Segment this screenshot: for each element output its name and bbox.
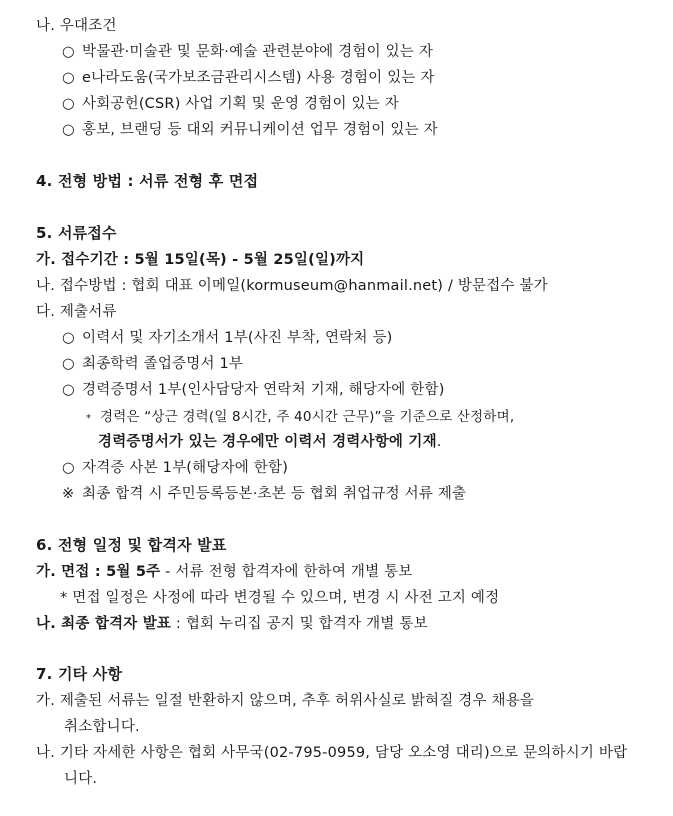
asterisk-icon: * (86, 413, 92, 424)
career-note: * 경력은 “상근 경력(일 8시간, 주 40시간 근무)”을 기준으로 산정하며, (86, 409, 515, 425)
required-documents-title: 다. 제출서류 (36, 304, 117, 320)
section-5-heading: 5. 서류접수 (36, 224, 117, 242)
preferred-item: ○ 박물관·미술관 및 문화·예술 관련분야에 경험이 있는 자 (62, 44, 434, 60)
application-method: 나. 접수방법 : 협회 대표 이메일(kormuseum@hanmail.net) / 방문접수 불가 (36, 278, 548, 294)
preferred-item: ○ 사회공헌(CSR) 사업 기획 및 운영 경험이 있는 자 (62, 96, 399, 112)
final-announcement: 나. 최종 합격자 발표 : 협회 누리집 공지 및 합격자 개별 통보 (36, 616, 428, 632)
other-note-ga: 가. 제출된 서류는 일절 반환하지 않으며, 추후 허위사실로 밝혀질 경우 채용을 (36, 693, 535, 709)
document-item: ○ 경력증명서 1부(인사담당자 연락처 기재, 해당자에 한함) (62, 382, 445, 398)
section-6-heading: 6. 전형 일정 및 합격자 발표 (36, 536, 227, 554)
circle-bullet-icon: ○ (62, 70, 75, 86)
circle-bullet-icon: ○ (62, 382, 75, 398)
application-period: 가. 접수기간 : 5월 15일(목) - 5월 25일(일)까지 (36, 252, 365, 268)
final-submission-note: ※ 최종 합격 시 주민등록등본·초본 등 협회 취업규정 서류 제출 (62, 486, 467, 502)
section-7-heading: 7. 기타 사항 (36, 665, 123, 683)
document-item: ○ 자격증 사본 1부(해당자에 한함) (62, 460, 289, 476)
circle-bullet-icon: ○ (62, 330, 75, 346)
preferred-item: ○ e나라도움(국가보조금관리시스템) 사용 경험이 있는 자 (62, 70, 435, 86)
other-note-na: 나. 기타 자세한 사항은 협회 사무국(02-795-0959, 담당 오소영 대리)으로 문의하시기 바랍 (36, 745, 628, 761)
other-note-na-cont: 니다. (64, 771, 98, 787)
document-item: ○ 최종학력 졸업증명서 1부 (62, 356, 244, 372)
section-4-heading: 4. 전형 방법 : 서류 전형 후 면접 (36, 172, 259, 190)
circle-bullet-icon: ○ (62, 96, 75, 112)
circle-bullet-icon: ○ (62, 460, 75, 476)
preferred-qualifications-title: 나. 우대조건 (36, 18, 117, 34)
circle-bullet-icon: ○ (62, 122, 75, 138)
document-item: ○ 이력서 및 자기소개서 1부(사진 부착, 연락처 등) (62, 330, 393, 346)
other-note-ga-cont: 취소합니다. (64, 719, 140, 735)
interview-note: * 면접 일정은 사정에 따라 변경될 수 있으며, 변경 시 사전 고지 예정 (60, 590, 500, 606)
circle-bullet-icon: ○ (62, 44, 75, 60)
circle-bullet-icon: ○ (62, 356, 75, 372)
preferred-item: ○ 홍보, 브랜딩 등 대외 커뮤니케이션 업무 경험이 있는 자 (62, 122, 438, 138)
reference-mark-icon: ※ (62, 486, 75, 502)
interview-schedule: 가. 면접 : 5월 5주 - 서류 전형 합격자에 한하여 개별 통보 (36, 564, 413, 580)
career-note-emphasis: 경력증명서가 있는 경우에만 이력서 경력사항에 기재. (98, 434, 442, 450)
